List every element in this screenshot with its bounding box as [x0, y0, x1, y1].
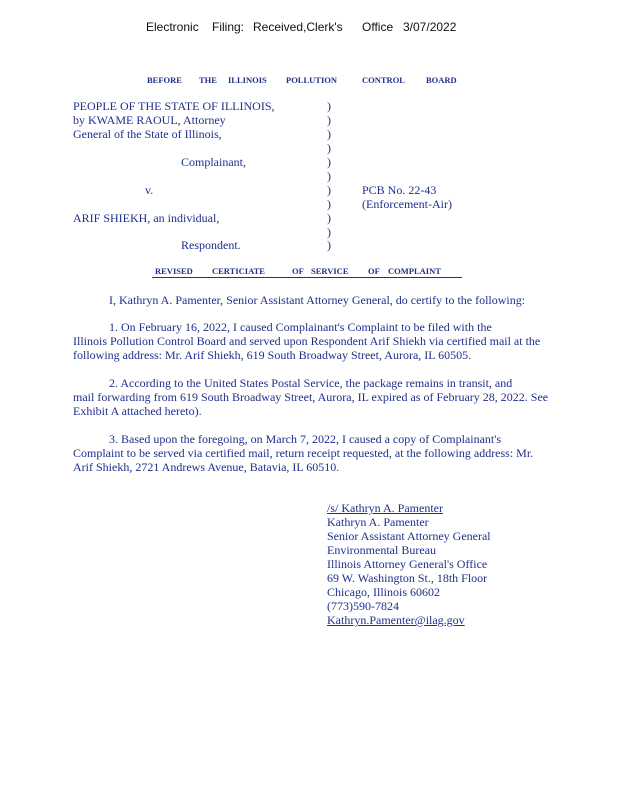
caption-plaintiff-line: PEOPLE OF THE STATE OF ILLINOIS, — [73, 99, 275, 113]
caption-defendant: ARIF SHIEKH, an individual, — [73, 211, 220, 225]
cert-title-word: CERTICIATE — [212, 266, 265, 276]
signer-email-link[interactable]: Kathryn.Pamenter@ilag.gov — [327, 613, 465, 627]
board-title-word: BEFORE — [147, 75, 182, 85]
board-title-word: BOARD — [426, 75, 457, 85]
board-title-word: POLLUTION — [286, 75, 338, 85]
caption-paren: ) — [327, 183, 331, 197]
caption-plaintiff-line: by KWAME RAOUL, Attorney — [73, 113, 226, 127]
filing-office: Office — [362, 20, 394, 34]
paragraph-3-line: 3. Based upon the foregoing, on March 7, 2022, I caused a copy of Complainant's — [109, 432, 502, 446]
cert-title-word: COMPLAINT — [388, 266, 441, 276]
filing-received: Received,Clerk's — [253, 20, 343, 34]
cert-title-word: OF — [368, 266, 380, 276]
caption-plaintiff-line: General of the State of Illinois, — [73, 127, 222, 141]
filing-electronic: Electronic — [146, 20, 199, 34]
paragraph-2-line: mail forwarding from 619 South Broadway Street, Aurora, IL expired as of February 28, 2022. See — [73, 390, 549, 404]
case-type: (Enforcement-Air) — [362, 197, 452, 211]
signer-bureau: Environmental Bureau — [327, 543, 436, 557]
cert-title-underline — [152, 277, 462, 278]
signer-phone: (773)590-7824 — [327, 599, 399, 613]
caption-paren: ) — [327, 141, 331, 155]
paragraph-1-line: Illinois Pollution Control Board and served upon Respondent Arif Shiekh via certified mail at the — [73, 334, 541, 348]
cert-title-word: OF — [292, 266, 304, 276]
signer-title: Senior Assistant Attorney General — [327, 529, 491, 543]
paragraph-3-line: Arif Shiekh, 2721 Andrews Avenue, Batavia, IL 60510. — [73, 460, 340, 474]
cert-title-word: REVISED — [155, 266, 193, 276]
board-title-word: THE — [199, 75, 217, 85]
paragraph-1-line: following address: Mr. Arif Shiekh, 619 South Broadway Street, Aurora, IL 60505. — [73, 348, 472, 362]
paragraph-2-line: Exhibit A attached hereto). — [73, 404, 202, 418]
paragraph-2-line: 2. According to the United States Postal Service, the package remains in transit, and — [109, 376, 513, 390]
case-number: PCB No. 22-43 — [362, 183, 437, 197]
caption-paren: ) — [327, 127, 331, 141]
signer-name: Kathryn A. Pamenter — [327, 515, 429, 529]
cert-title-word: SERVICE — [311, 266, 349, 276]
board-title-word: ILLINOIS — [228, 75, 267, 85]
caption-paren: ) — [327, 155, 331, 169]
board-title-word: CONTROL — [362, 75, 405, 85]
caption-versus: v. — [145, 183, 154, 197]
caption-paren: ) — [327, 238, 331, 252]
caption-complainant: Complainant, — [181, 155, 246, 169]
paragraph-3-line: Complaint to be served via certified mail, return receipt requested, at the following address: Mr. — [73, 446, 534, 460]
e-signature: /s/ Kathryn A. Pamenter — [327, 501, 443, 515]
caption-paren: ) — [327, 211, 331, 225]
caption-paren: ) — [327, 169, 331, 183]
filing-label: Filing: — [212, 20, 245, 34]
signer-city: Chicago, Illinois 60602 — [327, 585, 440, 599]
caption-paren: ) — [327, 197, 331, 211]
caption-paren: ) — [327, 99, 331, 113]
signer-street: 69 W. Washington St., 18th Floor — [327, 571, 488, 585]
intro-paragraph: I, Kathryn A. Pamenter, Senior Assistant Attorney General, do certify to the following: — [109, 293, 526, 307]
caption-paren: ) — [327, 113, 331, 127]
paragraph-1-line: 1. On February 16, 2022, I caused Complainant's Complaint to be filed with the — [109, 320, 492, 334]
signer-office: Illinois Attorney General's Office — [327, 557, 488, 571]
caption-paren: ) — [327, 225, 331, 239]
filing-date: 3/07/2022 — [403, 20, 457, 34]
caption-respondent: Respondent. — [181, 238, 241, 252]
